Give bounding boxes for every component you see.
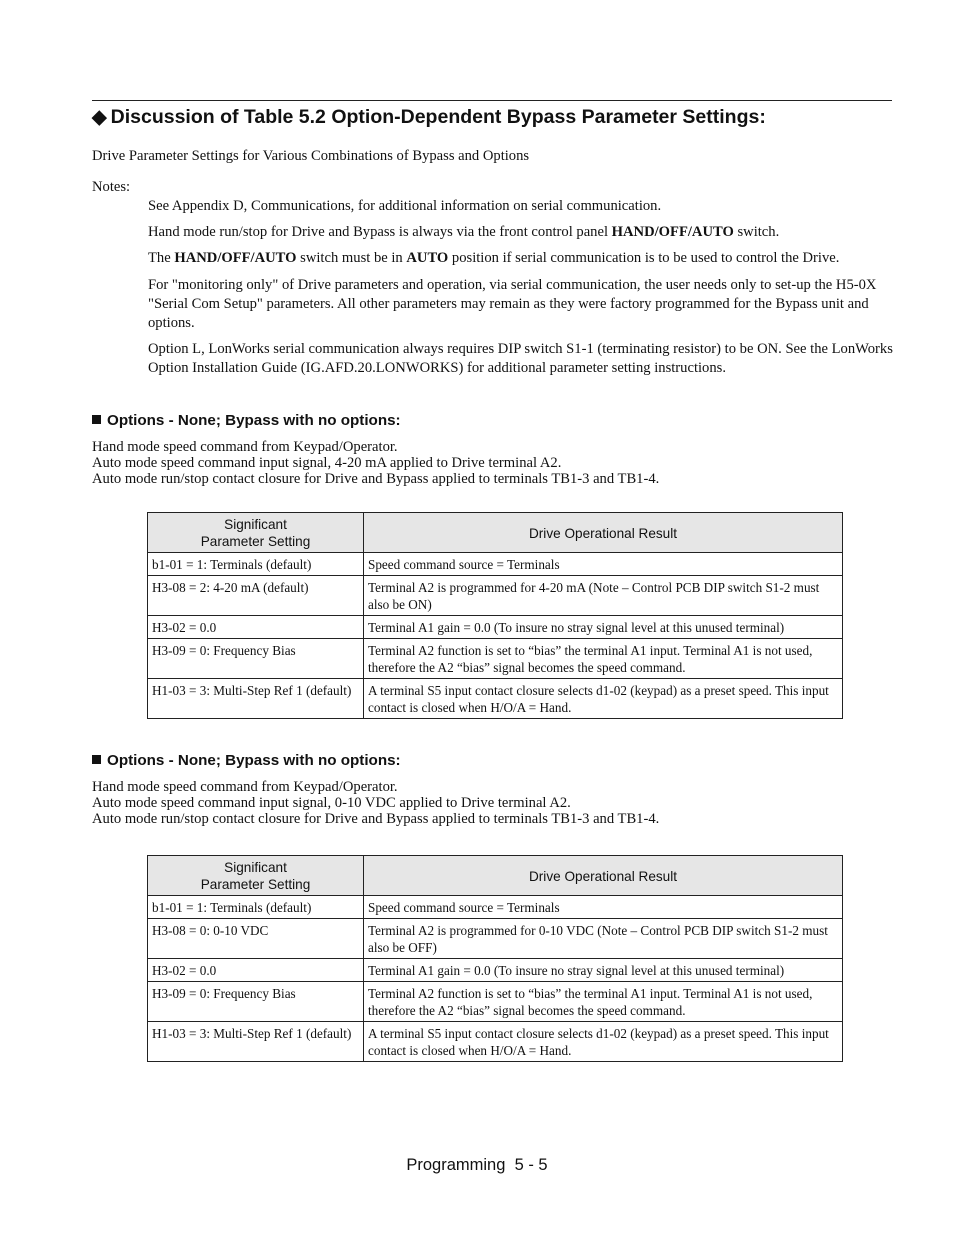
header-significant-parameter: Significant Parameter Setting (148, 513, 364, 553)
result-cell: Terminal A1 gain = 0.0 (To insure no stray signal level at this unused terminal) (364, 616, 843, 639)
param-cell: H3-08 = 2: 4-20 mA (default) (148, 576, 364, 616)
page-footer (0, 1156, 954, 1175)
result-cell: Terminal A2 is programmed for 0-10 VDC (Note – Control PCB DIP switch S1-2 must also be OFF) (364, 919, 843, 959)
note-4: For "monitoring only" of Drive parameters and operation, via serial communication, the user needs only to set-up the H5-0X "Serial Com Setup" parameters. All other parameters may remain as they were factory programmed for the Bypass unit and options. (148, 277, 877, 331)
param-cell: b1-01 = 1: Terminals (default) (148, 896, 364, 919)
section-1-description (92, 439, 659, 487)
parameter-table-1 (147, 512, 843, 719)
table-row (148, 639, 843, 679)
footer-section: Programming (406, 1156, 506, 1174)
description-line: Auto mode run/stop contact closure for Drive and Bypass applied to terminals TB1-3 and TB1-4. (92, 471, 660, 487)
description-line: Hand mode speed command from Keypad/Operator. (92, 439, 398, 455)
param-cell: H3-02 = 0.0 (148, 616, 364, 639)
header-drive-result: Drive Operational Result (364, 513, 843, 553)
table-row (148, 576, 843, 616)
description-line: Auto mode speed command input signal, 0-10 VDC applied to Drive terminal A2. (92, 795, 571, 811)
header-significant-parameter: Significant Parameter Setting (148, 856, 364, 896)
table-header-row (148, 513, 843, 553)
table-header-row (148, 856, 843, 896)
param-cell: H3-02 = 0.0 (148, 959, 364, 982)
diamond-bullet-icon: ◆ (92, 107, 107, 128)
result-cell: Terminal A2 is programmed for 4-20 mA (Note – Control PCB DIP switch S1-2 must also be ON) (364, 576, 843, 616)
notes-label: Notes: (92, 179, 131, 195)
table-row (148, 1022, 843, 1062)
description-line: Auto mode run/stop contact closure for Drive and Bypass applied to terminals TB1-3 and TB1-4. (92, 811, 660, 827)
note-2: Hand mode run/stop for Drive and Bypass is always via the front control panel HAND/OFF/AUTO switch. (148, 224, 780, 240)
table-row (148, 553, 843, 576)
result-cell: Speed command source = Terminals (364, 896, 843, 919)
note-5: Option L, LonWorks serial communication always requires DIP switch S1-1 (terminating resistor) to be ON. See the LonWorks Option Installation Guide (IG.AFD.20.LONWORKS) for additional parameter setting instructions. (148, 341, 893, 376)
description-line: Auto mode speed command input signal, 4-20 mA applied to Drive terminal A2. (92, 455, 562, 471)
section-1-title: Options - None; Bypass with no options: (92, 412, 401, 429)
table-row (148, 982, 843, 1022)
table-row (148, 616, 843, 639)
parameter-table-2 (147, 855, 843, 1062)
result-cell: Terminal A1 gain = 0.0 (To insure no stray signal level at this unused terminal) (364, 959, 843, 982)
note-3: The HAND/OFF/AUTO switch must be in AUTO position if serial communication is to be used to control the Drive. (148, 250, 840, 266)
description-line: Hand mode speed command from Keypad/Operator. (92, 779, 398, 795)
result-cell: A terminal S5 input contact closure selects d1-02 (keypad) as a preset speed. This input contact is closed when H/O/A = Hand. (364, 1022, 843, 1062)
param-cell: H3-09 = 0: Frequency Bias (148, 982, 364, 1022)
param-cell: H3-09 = 0: Frequency Bias (148, 639, 364, 679)
intro-text: Drive Parameter Settings for Various Combinations of Bypass and Options (92, 148, 530, 164)
table-row (148, 679, 843, 719)
param-cell: H3-08 = 0: 0-10 VDC (148, 919, 364, 959)
page-heading: ◆ Discussion of Table 5.2 Option-Dependent Bypass Parameter Settings: (92, 106, 766, 128)
result-cell: Terminal A2 function is set to “bias” the terminal A1 input. Terminal A1 is not used, therefore the A2 “bias” signal becomes the speed command. (364, 639, 843, 679)
square-bullet-icon (92, 415, 101, 424)
section-2-title: Options - None; Bypass with no options: (92, 752, 401, 769)
param-cell: H1-03 = 3: Multi-Step Ref 1 (default) (148, 679, 364, 719)
table-row (148, 896, 843, 919)
section-2-description (92, 779, 659, 827)
result-cell: Terminal A2 function is set to “bias” the terminal A1 input. Terminal A1 is not used, therefore the A2 “bias” signal becomes the speed command. (364, 982, 843, 1022)
param-cell: H1-03 = 3: Multi-Step Ref 1 (default) (148, 1022, 364, 1062)
result-cell: A terminal S5 input contact closure selects d1-02 (keypad) as a preset speed. This input contact is closed when H/O/A = Hand. (364, 679, 843, 719)
result-cell: Speed command source = Terminals (364, 553, 843, 576)
footer-page-number: 5 - 5 (514, 1156, 548, 1174)
table-row (148, 919, 843, 959)
square-bullet-icon (92, 755, 101, 764)
header-rule (92, 100, 892, 101)
note-1: See Appendix D, Communications, for additional information on serial communication. (148, 198, 662, 214)
header-drive-result: Drive Operational Result (364, 856, 843, 896)
table-row (148, 959, 843, 982)
param-cell: b1-01 = 1: Terminals (default) (148, 553, 364, 576)
